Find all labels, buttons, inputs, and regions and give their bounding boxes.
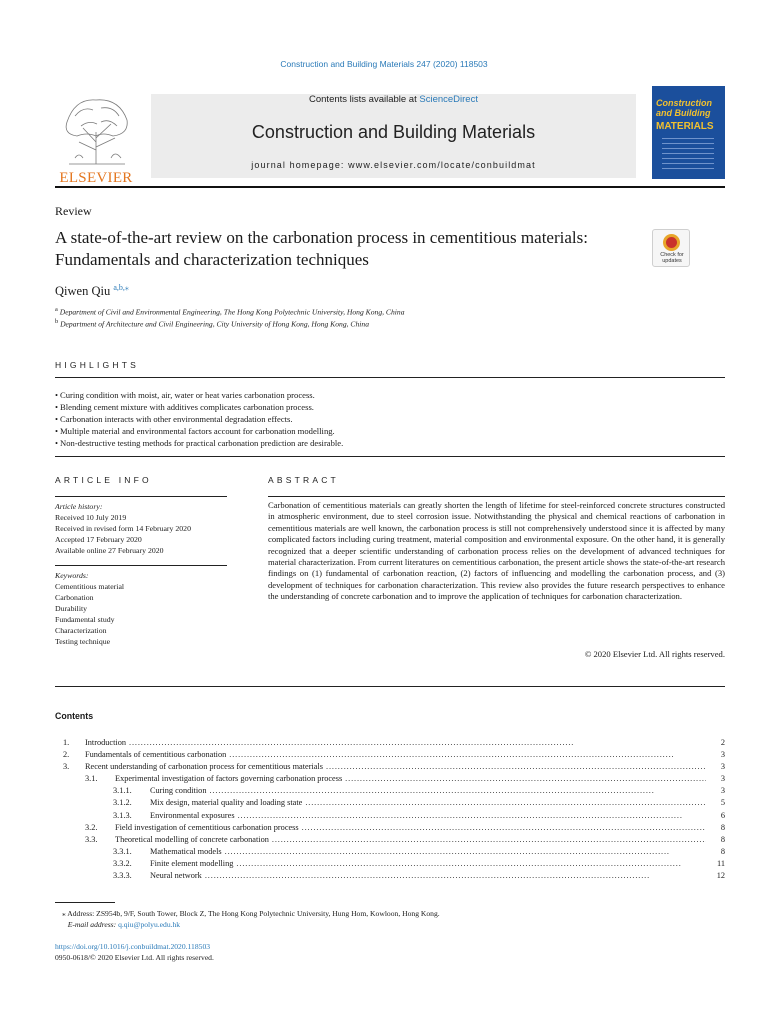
toc-page: 8 — [720, 846, 725, 856]
affiliation-text: Department of Civil and Environmental Engineering, The Hong Kong Polytechnic University, Hong Kong, China — [59, 307, 405, 317]
abstract-text: Carbonation of cementitious materials can greatly shorten the length of lifetime for steel-reinforced concrete structures constructed in atmospheric environment, due to steel corrosion issue. Notwithstanding the physical and chemical reactions of carbonation in cementitious materials are well known, the carbonation process is still not comprehensively understood since it is affected by many complicated factors including curing treatment, material composition and environmental exposure. On the other hand, it is generally recognized that a deeper scientific understanding of carbonation process relies on the development of advanced techniques for material characterization. From current literatures on cementitious carbonation, the present article shows the state-of-the-art research findings on (1) fundamental of carbonation reaction, (2) factors of influencing and modelling the carbonation process, and (3) development of techniques for carbonation characterization. This review also provides the future research perspectives to enhance the understanding of concrete carbonation and to improve the application of techniques for carbonation characterization. — [268, 500, 725, 602]
toc-page: 5 — [720, 798, 725, 808]
toc-leader — [345, 773, 706, 785]
journal-title: Construction and Building Materials — [251, 122, 536, 142]
toc-leader — [238, 810, 706, 822]
toc-title[interactable]: Field investigation of cementitious carbonation process — [115, 822, 299, 832]
footnote-mark: ⁎ — [62, 909, 66, 918]
article-history — [55, 501, 191, 556]
keyword: Testing technique — [55, 637, 111, 646]
keyword: Fundamental study — [55, 615, 115, 624]
crossmark-icon — [663, 234, 680, 251]
toc-leader — [205, 870, 706, 882]
doi-link[interactable]: https://doi.org/10.1016/j.conbuildmat.2020.118503 — [55, 942, 211, 951]
toc-number: 2. — [63, 750, 70, 760]
abstract-heading: ABSTRACT — [268, 475, 339, 485]
toc-title[interactable]: Mix design, material quality and loading state — [150, 798, 303, 808]
toc-page: 12 — [716, 871, 725, 881]
highlights-divider — [55, 377, 725, 378]
contents-available-line — [151, 94, 636, 105]
toc-title[interactable]: Curing condition — [150, 786, 207, 796]
toc-leader — [229, 749, 706, 761]
table-of-contents — [55, 737, 725, 882]
toc-number: 3.1.2. — [113, 798, 132, 808]
toc-page: 3 — [720, 774, 725, 784]
toc-leader — [272, 834, 706, 846]
toc-number: 3.3.3. — [113, 871, 132, 881]
toc-entry-recent-understanding[interactable] — [55, 761, 725, 773]
toc-number: 3.1.1. — [113, 786, 132, 796]
keywords-label: Keywords: — [55, 571, 89, 580]
cover-decoration — [662, 138, 714, 173]
contents-heading: Contents — [55, 711, 94, 721]
toc-leader — [129, 737, 706, 749]
toc-number: 3. — [63, 762, 70, 772]
toc-number: 3.1.3. — [113, 810, 132, 820]
affiliation-mark: b — [55, 318, 59, 325]
journal-cover-thumbnail[interactable] — [652, 86, 725, 179]
toc-entry-mix-design[interactable] — [55, 797, 725, 809]
toc-title[interactable]: Environmental exposures — [150, 810, 235, 820]
toc-page: 2 — [720, 738, 725, 747]
toc-leader — [326, 761, 706, 773]
toc-number: 3.1. — [85, 774, 98, 784]
history-label: Article history: — [55, 502, 103, 511]
email-label: E-mail address: — [67, 920, 117, 929]
article-info-divider — [55, 496, 227, 497]
toc-leader — [302, 822, 706, 834]
toc-title[interactable]: Fundamentals of cementitious carbonation — [85, 750, 227, 760]
toc-title[interactable]: Theoretical modelling of concrete carbonation — [115, 834, 269, 844]
toc-number: 3.3.2. — [113, 858, 132, 868]
toc-leader — [305, 797, 706, 809]
toc-title[interactable]: Introduction — [85, 738, 127, 747]
contents-prefix: Contents lists available at — [309, 94, 420, 105]
keyword: Characterization — [55, 626, 107, 635]
header-divider — [55, 186, 725, 188]
affiliation-mark: a — [55, 306, 58, 313]
email-link[interactable]: q.qiu@polyu.edu.hk — [118, 920, 181, 929]
cover-subtitle: MATERIALS — [656, 121, 714, 132]
history-entry: Accepted 17 February 2020 — [55, 535, 142, 544]
highlight-item: • Multiple material and environmental factors account for carbonation modelling. — [55, 425, 725, 437]
footnote-address-text: Address: ZS954b, 9/F, South Tower, Block Z, The Hong Kong Polytechnic University, Hung Hom, Kowloon, Hong Kong. — [67, 909, 440, 918]
keyword: Cementitious material — [55, 582, 125, 591]
author[interactable] — [55, 283, 129, 299]
article-info-heading: ARTICLE INFO — [55, 475, 152, 485]
affiliation-text: Department of Architecture and Civil Engineering, City University of Hong Kong, Hong Kong, China — [60, 319, 370, 329]
toc-number: 3.2. — [85, 822, 98, 832]
article-title: A state-of-the-art review on the carbonation process in cementitious materials: Fundamentals and characterization techniques — [55, 228, 588, 269]
toc-title[interactable]: Recent understanding of carbonation process for cementitious materials — [85, 762, 323, 772]
toc-title[interactable]: Experimental investigation of factors governing carbonation process — [115, 774, 343, 784]
check-for-updates-button[interactable] — [652, 229, 690, 267]
toc-entry-experimental[interactable] — [55, 773, 725, 785]
journal-header — [55, 86, 725, 186]
check-updates-label: Check for updates — [660, 252, 684, 264]
highlight-item: • Carbonation interacts with other environmental degradation effects. — [55, 413, 725, 425]
history-entry: Available online 27 February 2020 — [55, 546, 164, 555]
toc-number: 1. — [63, 738, 70, 747]
toc-page: 11 — [717, 858, 725, 868]
toc-page: 3 — [720, 762, 725, 772]
issn-copyright: 0950-0618/© 2020 Elsevier Ltd. All rights reserved. — [55, 953, 214, 962]
abstract-divider — [268, 496, 725, 497]
affiliation-b — [55, 318, 369, 329]
keywords-divider — [55, 565, 227, 566]
elsevier-tree-icon — [55, 92, 137, 168]
article-type: Review — [55, 204, 92, 218]
toc-entry-mathematical-models[interactable] — [55, 846, 725, 858]
toc-leader — [209, 785, 706, 797]
highlights-bottom-divider — [55, 456, 725, 457]
toc-page: 3 — [720, 786, 725, 796]
toc-leader — [225, 846, 706, 858]
toc-entry-theoretical-modelling[interactable] — [55, 834, 725, 846]
highlight-item: • Curing condition with moist, air, water or heat varies carbonation process. — [55, 389, 725, 401]
elsevier-logo[interactable] — [55, 92, 137, 186]
toc-entry-fundamentals[interactable] — [55, 749, 725, 761]
footnote-divider — [55, 902, 115, 903]
elsevier-wordmark: ELSEVIER — [59, 170, 133, 186]
highlights-heading: HIGHLIGHTS — [55, 360, 139, 370]
footnote-address — [62, 908, 440, 919]
toc-entry-field-investigation[interactable] — [55, 822, 725, 834]
author-affiliation-marks[interactable]: a,b,⁎ — [113, 283, 129, 292]
toc-entry-introduction[interactable] — [55, 737, 725, 749]
toc-title[interactable]: Neural network — [150, 871, 202, 881]
corresponding-author-footnote — [62, 908, 440, 930]
history-entry: Received in revised form 14 February 2020 — [55, 524, 191, 533]
highlight-item: • Blending cement mixture with additives complicates carbonation process. — [55, 401, 725, 413]
abstract-bottom-divider — [55, 686, 725, 687]
toc-entry-environmental[interactable] — [55, 810, 725, 822]
toc-title[interactable]: Mathematical models — [150, 846, 222, 856]
affiliation-a — [55, 306, 405, 317]
author-name[interactable]: Qiwen Qiu — [55, 284, 111, 299]
copyright-notice: © 2020 Elsevier Ltd. All rights reserved. — [584, 649, 725, 659]
journal-reference-link[interactable]: Construction and Building Materials 247 (2020) 118503 — [280, 59, 488, 69]
keyword: Durability — [55, 604, 88, 613]
highlights-list — [55, 389, 725, 449]
toc-entry-curing[interactable] — [55, 785, 725, 797]
history-entry: Received 10 July 2019 — [55, 513, 127, 522]
toc-page: 8 — [720, 834, 725, 844]
toc-leader — [236, 858, 706, 870]
toc-number: 3.3.1. — [113, 846, 132, 856]
footnote-email — [62, 919, 440, 930]
toc-title[interactable]: Finite element modelling — [150, 858, 234, 868]
journal-banner — [151, 94, 636, 178]
journal-homepage-link[interactable]: journal homepage: www.elsevier.com/locate/conbuildmat — [251, 160, 536, 170]
toc-entry-neural-network[interactable] — [55, 870, 725, 882]
keywords — [55, 570, 124, 647]
toc-page: 8 — [720, 822, 725, 832]
highlight-item: • Non-destructive testing methods for practical carbonation prediction are desirable. — [55, 437, 725, 449]
toc-number: 3.3. — [85, 834, 98, 844]
toc-entry-finite-element[interactable] — [55, 858, 725, 870]
sciencedirect-link[interactable]: ScienceDirect — [419, 94, 478, 105]
toc-page: 3 — [720, 750, 725, 760]
toc-page: 6 — [720, 810, 725, 820]
keyword: Carbonation — [55, 593, 94, 602]
cover-title: Construction and Building — [656, 98, 712, 118]
